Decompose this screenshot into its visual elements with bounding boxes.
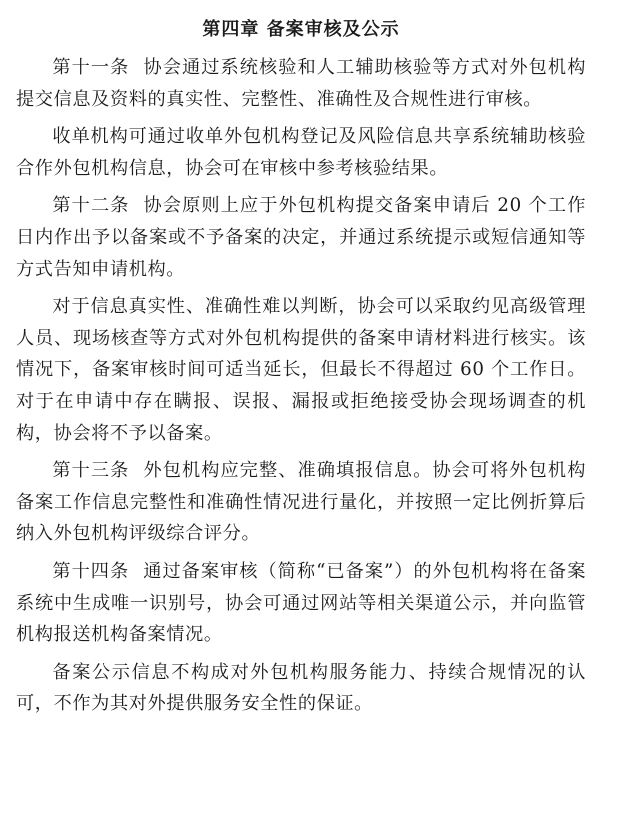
paragraph-text: 协会原则上应于外包机构提交备案申请后 20 个工作日内作出予以备案或不予备案的决定，并通过系统提示或短信通知等方式告知申请机构。 — [16, 195, 586, 280]
paragraph-article-11 — [16, 52, 586, 115]
paragraph-text: 备案公示信息不构成对外包机构服务能力、持续合规情况的认可，不作为其对外提供服务安全性的保证。 — [16, 661, 586, 715]
paragraph-text: 对于信息真实性、准确性难以判断，协会可以采取约见高级管理人员、现场核查等方式对外包机构提供的备案申请材料进行核实。该情况下，备案审核时间可适当延长，但最长不得超过 60 个工作日。对于在申请中存在瞒报、误报、漏报或拒绝接受协会现场调查的机构，协会将不予以备案。 — [16, 296, 586, 444]
article-number: 第十四条 — [52, 560, 130, 582]
paragraph-article-14 — [16, 556, 586, 651]
paragraph-article-14-supplement — [16, 657, 586, 720]
paragraph-article-11-supplement — [16, 121, 586, 184]
paragraph-article-12 — [16, 190, 586, 285]
paragraph-text: 外包机构应完整、准确填报信息。协会可将外包机构备案工作信息完整性和准确性情况进行量化，并按照一定比例折算后纳入外包机构评级综合评分。 — [16, 460, 586, 545]
article-number: 第十二条 — [52, 195, 130, 217]
paragraph-text: 协会通过系统核验和人工辅助核验等方式对外包机构提交信息及资料的真实性、完整性、准确性及合规性进行审核。 — [16, 57, 586, 110]
article-number: 第十一条 — [52, 57, 130, 78]
paragraph-text: 收单机构可通过收单外包机构登记及风险信息共享系统辅助核验合作外包机构信息，协会可在审核中参考核验结果。 — [16, 126, 586, 179]
article-number: 第十三条 — [52, 460, 130, 482]
chapter-title: 第四章 备案审核及公示 — [202, 19, 400, 40]
paragraph-article-13 — [16, 455, 586, 550]
paragraph-text: 通过备案审核（简称“已备案”）的外包机构将在备案系统中生成唯一识别号，协会可通过网站等相关渠道公示，并向监管机构报送机构备案情况。 — [16, 560, 587, 646]
paragraph-article-12-supplement — [16, 291, 586, 449]
